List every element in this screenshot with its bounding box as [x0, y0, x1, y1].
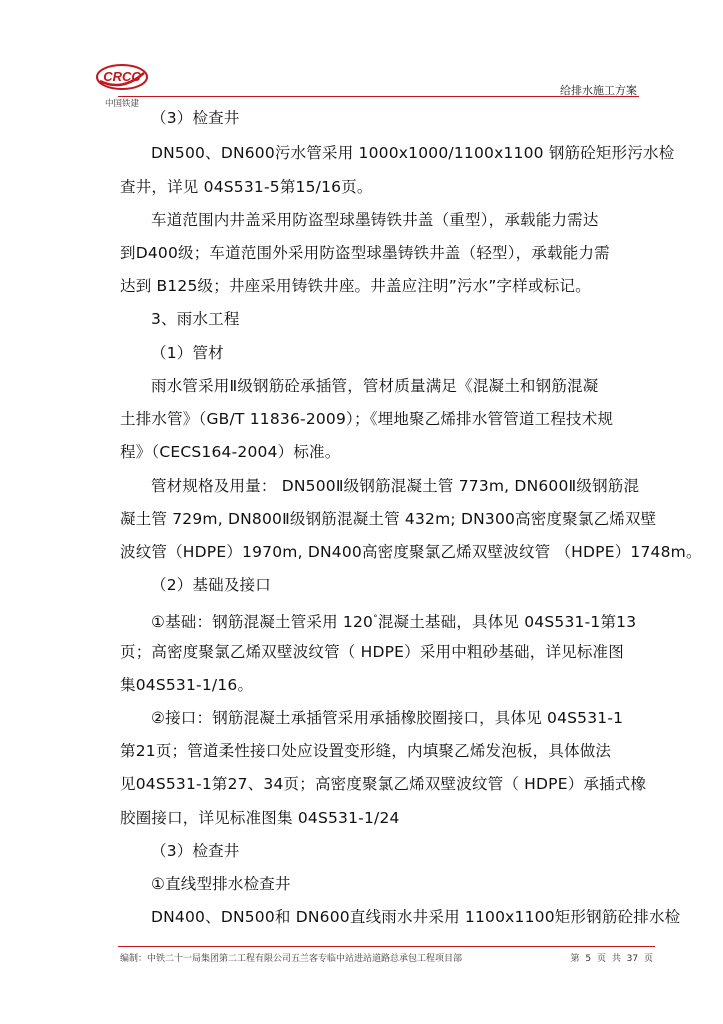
subheading-manhole: （3）检查井 [151, 109, 240, 127]
paragraph-line: 胶圈接口，详见标准图集 04S531-1/24 [120, 809, 400, 827]
paragraph-line: 见04S531-1第27、34页；高密度聚氯乙烯双壁波纹管（ HDPE）承插式橡 [120, 775, 647, 793]
paragraph-line: DN400、DN500和 DN600直线雨水井采用 1100x1100矩形钢筋砼排水检 [151, 908, 681, 926]
logo-caption: 中国铁建 [104, 99, 140, 109]
header-divider [118, 96, 639, 97]
footer-organization: 编制：中铁二十一局集团第二工程有限公司五兰客专临中站进站道路总承包工程项目部 [120, 954, 463, 964]
paragraph-line: 雨水管采用Ⅱ级钢筋砼承插管，管材质量满足《混凝土和钢筋混凝 [151, 377, 599, 395]
company-logo [94, 62, 150, 110]
paragraph-line: 程》（CECS164-2004）标准。 [120, 443, 341, 461]
page-number: 第 5 页 共 37 页 [570, 954, 653, 964]
paragraph-line: 集04S531-1/16。 [120, 676, 254, 694]
paragraph-line: 页；高密度聚氯乙烯双壁波纹管（ HDPE）采用中粗砂基础，详见标准图 [120, 643, 624, 661]
section-heading-rainwater: 3、雨水工程 [151, 310, 240, 328]
paragraph-line: 管材规格及用量： DN500Ⅱ级钢筋混凝土管 773m, DN600Ⅱ级钢筋混 [151, 477, 640, 495]
subheading-manhole: （3）检查井 [151, 842, 240, 860]
paragraph-line: DN500、DN600污水管采用 1000x1000/1100x1100 钢筋砼矩形污水检 [151, 144, 675, 162]
text-run: ①基础：钢筋混凝土管采用 120 [151, 613, 374, 632]
subheading-pipe-material: （1）管材 [151, 344, 224, 362]
paragraph-line [151, 609, 636, 632]
paragraph-line: 查井，详见 04S531-5第15/16页。 [120, 178, 373, 196]
subheading-foundation-joint: （2）基础及接口 [151, 576, 271, 594]
paragraph-line: ②接口：钢筋混凝土承插管采用承插橡胶圈接口，具体见 04S531-1 [151, 709, 624, 727]
paragraph-line: 车道范围内井盖采用防盗型球墨铸铁井盖（重型），承载能力需达 [151, 211, 599, 229]
subheading-straight-manhole: ①直线型排水检查井 [151, 875, 291, 893]
degree-symbol: ° [373, 614, 378, 624]
paragraph-line: 第21页；管道柔性接口处应设置变形缝，内填聚乙烯发泡板，具体做法 [120, 742, 612, 760]
text-run: 混凝土基础，具体见 04S531-1第13 [377, 613, 637, 632]
document-title: 给排水施工方案 [560, 84, 637, 97]
paragraph-line: 到D400级；车道范围外采用防盗型球墨铸铁井盖（轻型），承载能力需 [120, 244, 610, 262]
paragraph-line: 凝土管 729m, DN800Ⅱ级钢筋混凝土管 432m; DN300高密度聚氯乙烯双壁 [120, 510, 657, 528]
paragraph-line: 土排水管》（GB/T 11836-2009）；《埋地聚乙烯排水管管道工程技术规 [120, 410, 614, 428]
logo-text: CRCC [103, 69, 141, 84]
paragraph-line: 达到 B125级；井座采用铸铁井座。井盖应注明”污水”字样或标记。 [120, 277, 591, 295]
paragraph-line: 波纹管（HDPE）1970m, DN400高密度聚氯乙烯双壁波纹管 （HDPE）1748m。 [120, 543, 702, 561]
footer-divider [118, 946, 655, 947]
